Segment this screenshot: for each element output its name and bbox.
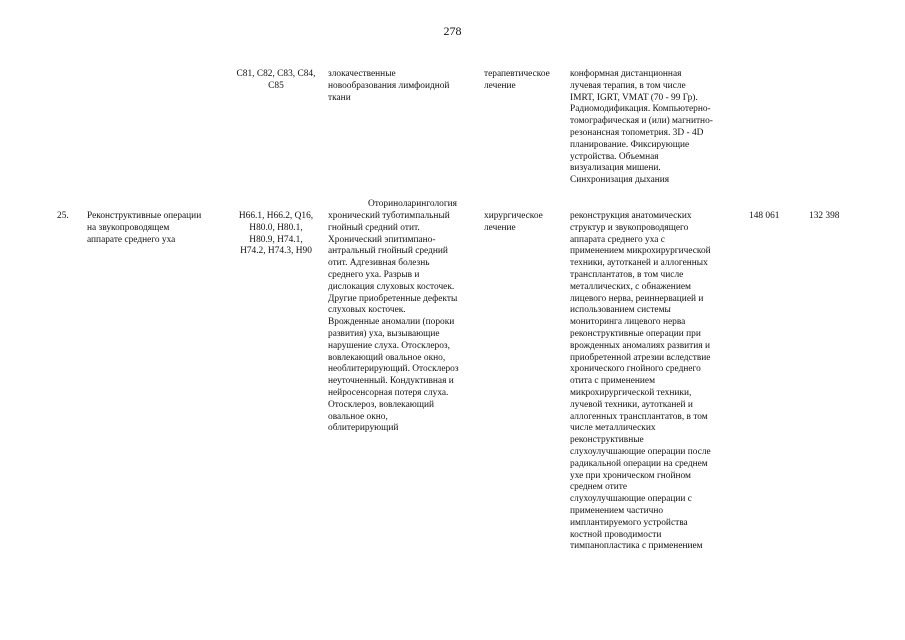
text-line: слухоулучшающие операции с bbox=[570, 494, 692, 505]
text-line: гнойный средний отит. bbox=[328, 222, 420, 233]
text-line: среднем отите bbox=[570, 482, 628, 493]
text-line: приобретенной атрезии вследствие bbox=[570, 352, 711, 363]
text-line: ухе при хроническом гнойном bbox=[570, 470, 691, 481]
text-line: аппарата среднего уха с bbox=[570, 234, 665, 245]
text-line: лечение bbox=[484, 80, 516, 91]
text-line: отит. Адгезивная болезнь bbox=[328, 258, 430, 269]
continued-codes bbox=[228, 69, 324, 93]
text-line: использованием системы bbox=[570, 305, 671, 316]
cost-value-2: 132 398 bbox=[809, 211, 840, 221]
continued-diagnosis bbox=[328, 69, 478, 104]
text-line: томографическая и (или) магнитно- bbox=[570, 116, 713, 127]
text-line: структур и звукопроводящего bbox=[570, 222, 689, 233]
text-line: H80.9, H74.1, bbox=[249, 234, 303, 245]
text-line: тимпанопластика с применением bbox=[570, 541, 703, 552]
text-line: имплантируемого устройства bbox=[570, 517, 688, 528]
text-line: C85 bbox=[268, 80, 284, 91]
text-line: антральный гнойный средний bbox=[328, 246, 448, 257]
text-line: костной проводимости bbox=[570, 529, 662, 540]
text-line: лучевой техники, аутотканей и bbox=[570, 399, 693, 410]
text-line: реконструктивные bbox=[570, 435, 644, 446]
text-line: аппарате среднего уха bbox=[87, 234, 176, 245]
treatment-type bbox=[484, 211, 564, 235]
text-line: лучевая терапия, в том числе bbox=[570, 80, 686, 91]
text-line: врожденных аномалиях развития и bbox=[570, 340, 710, 351]
diagnosis-codes bbox=[228, 211, 324, 258]
text-line: микрохирургической техники, bbox=[570, 387, 692, 398]
text-line: Хронический эпитимпано- bbox=[328, 234, 436, 245]
text-line: слухоулучшающие операции после bbox=[570, 446, 711, 457]
text-line: IMRT, IGRT, VMAT (70 - 99 Гр). bbox=[570, 92, 698, 103]
text-line: Синхронизация дыхания bbox=[570, 175, 670, 186]
text-line: Реконструктивные операции bbox=[87, 211, 202, 221]
text-line: трансплантатов, в том числе bbox=[570, 269, 684, 280]
text-line: дислокация слуховых косточек. bbox=[328, 281, 455, 292]
section-heading: Оториноларингология bbox=[368, 199, 457, 209]
text-line: ткани bbox=[328, 92, 351, 103]
text-line: новообразования лимфоидной bbox=[328, 80, 450, 91]
page-number: 278 bbox=[443, 24, 462, 38]
text-line: лечение bbox=[484, 222, 516, 233]
text-line: Радиомодификация. Компьютерно- bbox=[570, 104, 711, 115]
text-line: слуховых косточек. bbox=[328, 305, 406, 316]
text-line: лицевого нерва, реиннервацией и bbox=[570, 293, 704, 304]
text-line: овальное окно, bbox=[328, 411, 388, 422]
text-line: H66.1, H66.2, Q16, bbox=[238, 211, 314, 221]
text-line: техники, аутотканей и аллогенных bbox=[570, 258, 708, 269]
diagnosis-description bbox=[328, 211, 478, 435]
text-line: радикальной операции на среднем bbox=[570, 458, 708, 469]
text-line: аллогенных трансплантатов, в том bbox=[570, 411, 708, 422]
text-line: H80.0, H80.1, bbox=[249, 222, 303, 233]
text-line: мониторинга лицевого нерва bbox=[570, 317, 686, 328]
text-line: неуточненный. Кондуктивная и bbox=[328, 376, 454, 387]
continued-method bbox=[570, 69, 740, 187]
row-number: 25. bbox=[57, 211, 69, 221]
text-line: конформная дистанционная bbox=[570, 69, 682, 79]
text-line: нарушение слуха. Отосклероз, bbox=[328, 340, 450, 351]
continued-treatment-type bbox=[484, 69, 564, 93]
text-line: облитерирующий bbox=[328, 423, 399, 434]
text-line: планирование. Фиксирующие bbox=[570, 139, 690, 150]
text-line: Отосклероз, вовлекающий bbox=[328, 399, 435, 410]
cost-value-1: 148 061 bbox=[749, 211, 780, 221]
text-line: металлических, с обнажением bbox=[570, 281, 691, 292]
text-line: злокачественные bbox=[328, 69, 396, 79]
treatment-method bbox=[570, 211, 740, 553]
text-line: вовлекающий овальное окно, bbox=[328, 352, 446, 363]
text-line: развития) уха, вызывающие bbox=[328, 328, 440, 339]
text-line: Врожденные аномалии (пороки bbox=[328, 317, 455, 328]
text-line: применением частично bbox=[570, 505, 664, 516]
text-line: числе металлических bbox=[570, 423, 656, 434]
text-line: терапевтическое bbox=[484, 69, 550, 79]
text-line: хирургическое bbox=[484, 211, 543, 221]
text-line: хронического гнойного среднего bbox=[570, 364, 701, 375]
text-line: нейросенсорная потеря слуха. bbox=[328, 387, 449, 398]
procedure-name bbox=[87, 211, 227, 246]
text-line: отита с применением bbox=[570, 376, 656, 387]
text-line: Другие приобретенные дефекты bbox=[328, 293, 458, 304]
text-line: реконструкция анатомических bbox=[570, 211, 692, 221]
text-line: резонансная топометрия. 3D - 4D bbox=[570, 127, 704, 138]
text-line: реконструктивные операции при bbox=[570, 328, 701, 339]
text-line: H74.2, H74.3, H90 bbox=[240, 246, 312, 257]
text-line: необлитерирующий. Отосклероз bbox=[328, 364, 459, 375]
text-line: хронический туботимпальный bbox=[328, 211, 450, 221]
text-line: среднего уха. Разрыв и bbox=[328, 269, 420, 280]
text-line: визуализация мишени. bbox=[570, 163, 661, 174]
text-line: применением микрохирургической bbox=[570, 246, 711, 257]
text-line: на звукопроводящем bbox=[87, 222, 170, 233]
text-line: устройства. Объемная bbox=[570, 151, 659, 162]
text-line: C81, C82, C83, C84, bbox=[236, 69, 316, 79]
